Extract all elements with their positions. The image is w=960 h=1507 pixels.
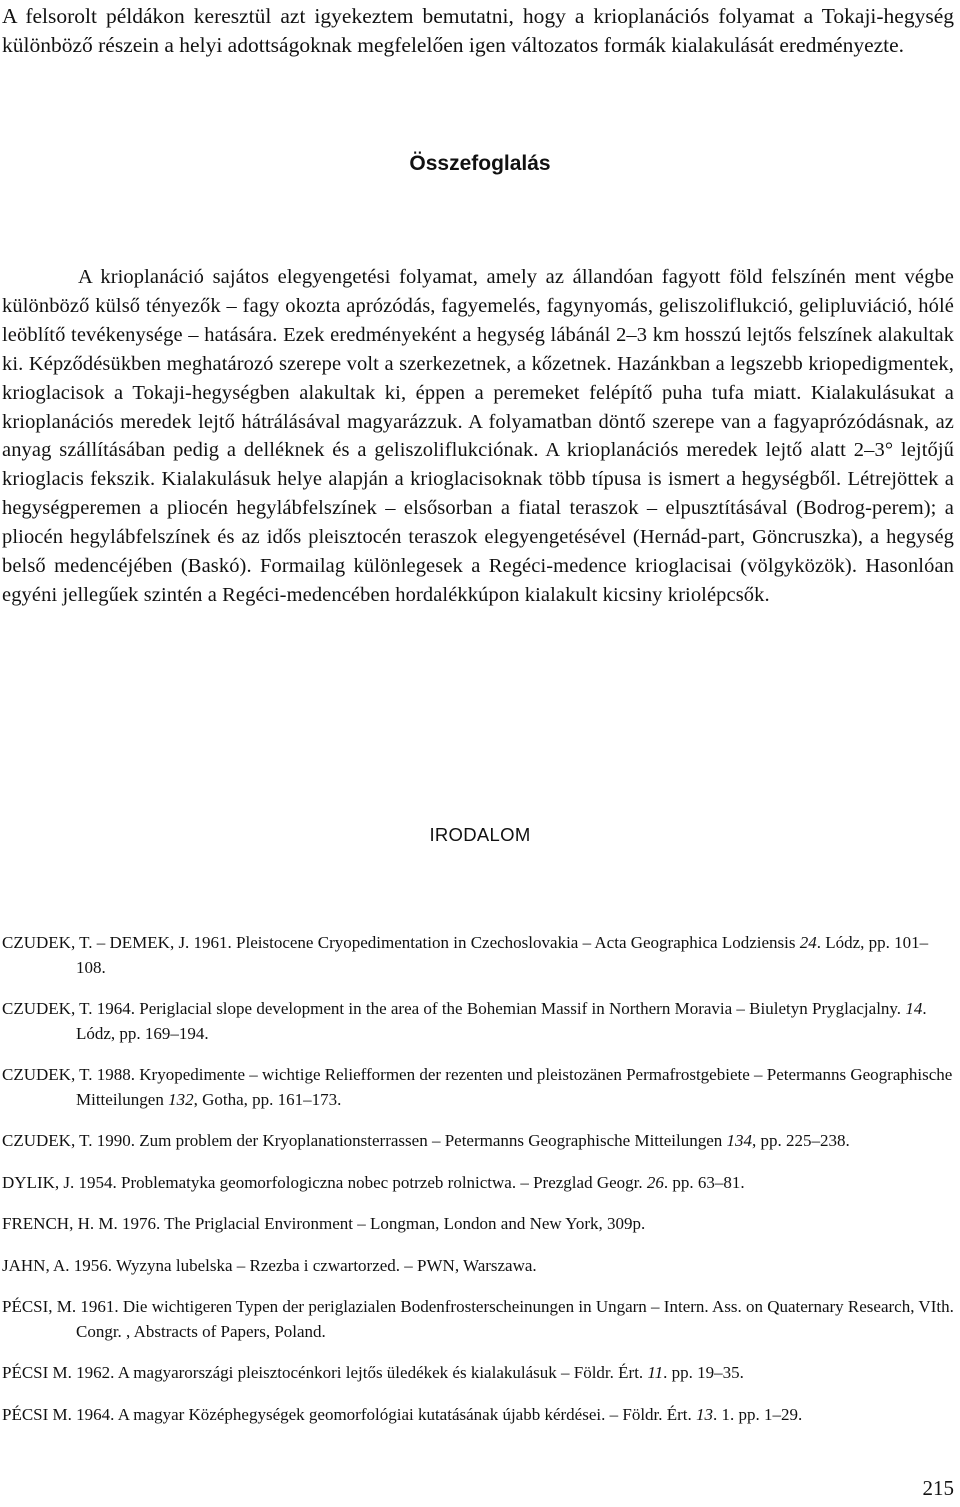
reference-text-end: . 1. pp. 1–29. (713, 1404, 803, 1424)
reference-text: FRENCH, H. M. 1976. The Priglacial Environment – Longman, London and New York, 309p. (2, 1214, 646, 1233)
reference-text-end: . pp. 63–81. (663, 1172, 745, 1192)
reference-volume: 13 (696, 1404, 714, 1424)
reference-text-end: . Lódz, pp. 101–108. (76, 933, 929, 977)
reference-text: PÉCSI M. 1964. A magyar Középhegységek geomorfológiai kutatásának újabb kérdései. – Földr. Ért. (2, 1404, 697, 1424)
reference-item (2, 1254, 954, 1279)
summary-heading: Összefoglalás (409, 152, 551, 175)
reference-text-end: , pp. 225–238. (752, 1131, 850, 1150)
reference-text-end: . pp. 19–35. (663, 1363, 744, 1382)
summary-text: A krioplanáció sajátos elegyengetési folyamat, amely az állandóan fagyott föld felszínén ment végbe különböző külső tényezők – fagy okozta aprózódás, fagyemelés, fagynyomás, geliszoliflukció, gelipluviáció, hólé leöblítő tevékenysége – hatására. Ezek eredményeként a hegység lábánál 2–3 km hosszú lejtős felszínek alakultak ki. Képződésükben meghatározó szerepe volt a szerkezetnek, a kőzetnek. Hazánkban a legszebb kriopedigmentek, krioglacisok a Tokaji-hegységben alakultak ki, éppen a peremeket felépítő puha tufa miatt. Kialakulásukat a krioplanációs meredek lejtő hátrálásával magyarázzuk. A folyamatban döntő szerepe van a fagyaprózódásnak, az anyag szállításában pedig a delléknek és a geliszoliflukciónak. A krioplanációs meredek lejtő alatt 2–3° lejtőjű krioglacis fekszik. Kialakulásuk helye alapján a krioglacisoknak több típusa is ismert a hegységből. Létrejöttek a hegységperemen a pliocén hegylábfelszínek – elsősorban a fiatal teraszok – elpusztításával (Bodrog-perem); a pliocén hegylábfelszínek és az idős pleisztocén teraszok elegyengetésével (Hernád-part, Göncruszka), a hegység belső medencéjében (Baskó). Formailag különlegesek a Regéci-medence krioglacisai (völgyközök). Hasonlóan egyéni jellegűek szintén a Regéci-medencében hordalékkúpon kialakult kicsiny kriolépcsők. (2, 266, 954, 606)
reference-volume: 132 (168, 1089, 194, 1109)
reference-volume: 26 (646, 1172, 664, 1192)
reference-item (2, 997, 954, 1046)
reference-text: CZUDEK, T. 1990. Zum problem der Kryoplanationsterrassen – Petermanns Geographische Mitteilungen (2, 1131, 727, 1150)
reference-item (2, 1171, 954, 1196)
reference-list (2, 914, 954, 1437)
reference-text: CZUDEK, T. 1988. Kryopedimente – wichtige Reliefformen der rezenten und pleistozänen Permafrostgebiete – Petermanns Geographische Mitteilungen (2, 1065, 953, 1109)
reference-volume: 14 (905, 999, 923, 1018)
reference-item (2, 1212, 954, 1237)
reference-volume: 134 (726, 1131, 753, 1150)
reference-text: PÉCSI, M. 1961. Die wichtigeren Typen der periglazialen Bodenfrosterscheinungen in Ungarn – Intern. Ass. on Quaternary Research, VIth. Congr. , Abstracts of Papers, Poland. (2, 1297, 954, 1341)
reference-item (2, 1295, 954, 1344)
page-number: 215 (922, 1476, 954, 1500)
reference-text-end: . Lódz, pp. 169–194. (76, 999, 927, 1043)
reference-item (2, 1361, 954, 1386)
reference-item (2, 1403, 954, 1428)
reference-item (2, 1063, 954, 1112)
reference-text: CZUDEK, T. 1964. Periglacial slope development in the area of the Bohemian Massif in Northern Moravia – Biuletyn Pryglacjalny. (2, 999, 906, 1018)
reference-text: JAHN, A. 1956. Wyzyna lubelska – Rzezba i czwartorzed. – PWN, Warszawa. (2, 1255, 537, 1275)
reference-text-end: , Gotha, pp. 161–173. (193, 1089, 342, 1109)
summary-paragraph (2, 263, 954, 610)
reference-item (2, 931, 954, 980)
reference-volume: 24 (799, 933, 817, 952)
literature-heading: IRODALOM (429, 824, 531, 845)
intro-paragraph: A felsorolt példákon keresztül azt igyekeztem bemutatni, hogy a krioplanációs folyamat a Tokaji-hegység különböző részein a helyi adottságoknak megfelelően igen változatos formák kialakulását eredményezte. (2, 4, 954, 57)
reference-text: CZUDEK, T. – DEMEK, J. 1961. Pleistocene Cryopedimentation in Czechoslovakia – Acta Geographica Lodziensis (2, 933, 800, 952)
reference-item (2, 1129, 954, 1154)
reference-text: PÉCSI M. 1962. A magyarországi pleisztocénkori lejtős üledékek és kialakulásuk – Földr. Ért. (2, 1363, 648, 1382)
reference-text: DYLIK, J. 1954. Problematyka geomorfologiczna nobec potrzeb rolnictwa. – Prezglad Geogr. (2, 1172, 647, 1192)
reference-volume: 11 (647, 1363, 664, 1382)
